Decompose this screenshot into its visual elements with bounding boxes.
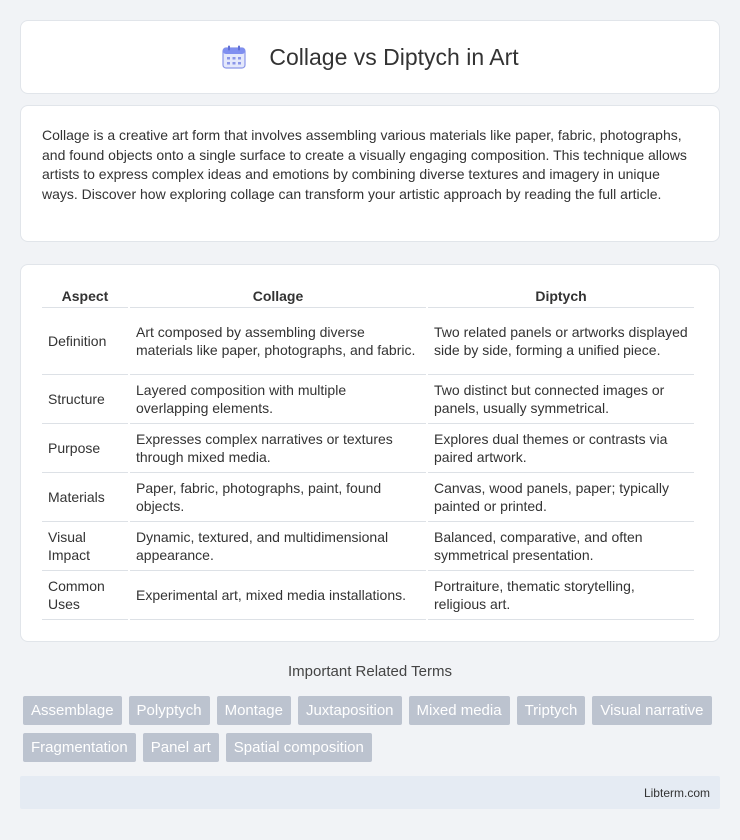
collage-cell: Experimental art, mixed media installations. [130, 571, 426, 620]
table-row [42, 375, 694, 424]
collage-cell: Layered composition with multiple overlapping elements. [130, 375, 426, 424]
related-term-tag[interactable]: Assemblage [23, 696, 122, 725]
related-terms-list [23, 696, 723, 762]
table-row [42, 571, 694, 620]
related-term-tag[interactable]: Mixed media [409, 696, 510, 725]
related-term-tag[interactable]: Fragmentation [23, 733, 136, 762]
related-terms-title: Important Related Terms [288, 663, 452, 680]
aspect-cell: Common Uses [42, 571, 128, 620]
footer [20, 776, 720, 809]
collage-cell: Expresses complex narratives or textures through mixed media. [130, 424, 426, 473]
table-row [42, 308, 694, 375]
collage-cell: Art composed by assembling diverse materials like paper, photographs, and fabric. [130, 308, 426, 375]
related-term-tag[interactable]: Spatial composition [226, 733, 372, 762]
header-aspect: Aspect [42, 285, 128, 308]
related-term-tag[interactable]: Juxtaposition [298, 696, 402, 725]
aspect-cell: Definition [42, 308, 128, 375]
footer-brand-link[interactable]: Libterm.com [643, 786, 710, 800]
collage-cell: Dynamic, textured, and multidimensional appearance. [130, 522, 426, 571]
header-diptych: Diptych [428, 285, 694, 308]
related-term-tag[interactable]: Polyptych [129, 696, 210, 725]
header-collage: Collage [130, 285, 426, 308]
diptych-cell: Portraiture, thematic storytelling, religious art. [428, 571, 694, 620]
table-header-row [42, 285, 694, 308]
header-card [20, 20, 720, 94]
aspect-cell: Structure [42, 375, 128, 424]
comparison-card [20, 264, 720, 642]
intro-text: Collage is a creative art form that involves assembling various materials like paper, fabric, photographs, and found objects onto a single surface to create a visually engaging composition. This technique allows artists to express complex ideas and emotions by combining diverse textures and imagery in unique ways. Discover how exploring collage can transform your artistic approach by reading the full article. [42, 127, 687, 202]
page-title: Collage vs Diptych in Art [269, 43, 519, 70]
table-row [42, 424, 694, 473]
diptych-cell: Balanced, comparative, and often symmetrical presentation. [428, 522, 694, 571]
collage-cell: Paper, fabric, photographs, paint, found objects. [130, 473, 426, 522]
related-term-tag[interactable]: Visual narrative [592, 696, 711, 725]
diptych-cell: Two distinct but connected images or panels, usually symmetrical. [428, 375, 694, 424]
diptych-cell: Explores dual themes or contrasts via paired artwork. [428, 424, 694, 473]
calendar-icon [221, 44, 247, 70]
aspect-cell: Materials [42, 473, 128, 522]
diptych-cell: Two related panels or artworks displayed side by side, forming a unified piece. [428, 308, 694, 375]
diptych-cell: Canvas, wood panels, paper; typically painted or printed. [428, 473, 694, 522]
related-term-tag[interactable]: Triptych [517, 696, 586, 725]
related-term-tag[interactable]: Panel art [143, 733, 219, 762]
table-row [42, 522, 694, 571]
related-term-tag[interactable]: Montage [217, 696, 291, 725]
table-row [42, 473, 694, 522]
intro-card [20, 105, 720, 242]
comparison-table [40, 285, 696, 620]
aspect-cell: Visual Impact [42, 522, 128, 571]
aspect-cell: Purpose [42, 424, 128, 473]
